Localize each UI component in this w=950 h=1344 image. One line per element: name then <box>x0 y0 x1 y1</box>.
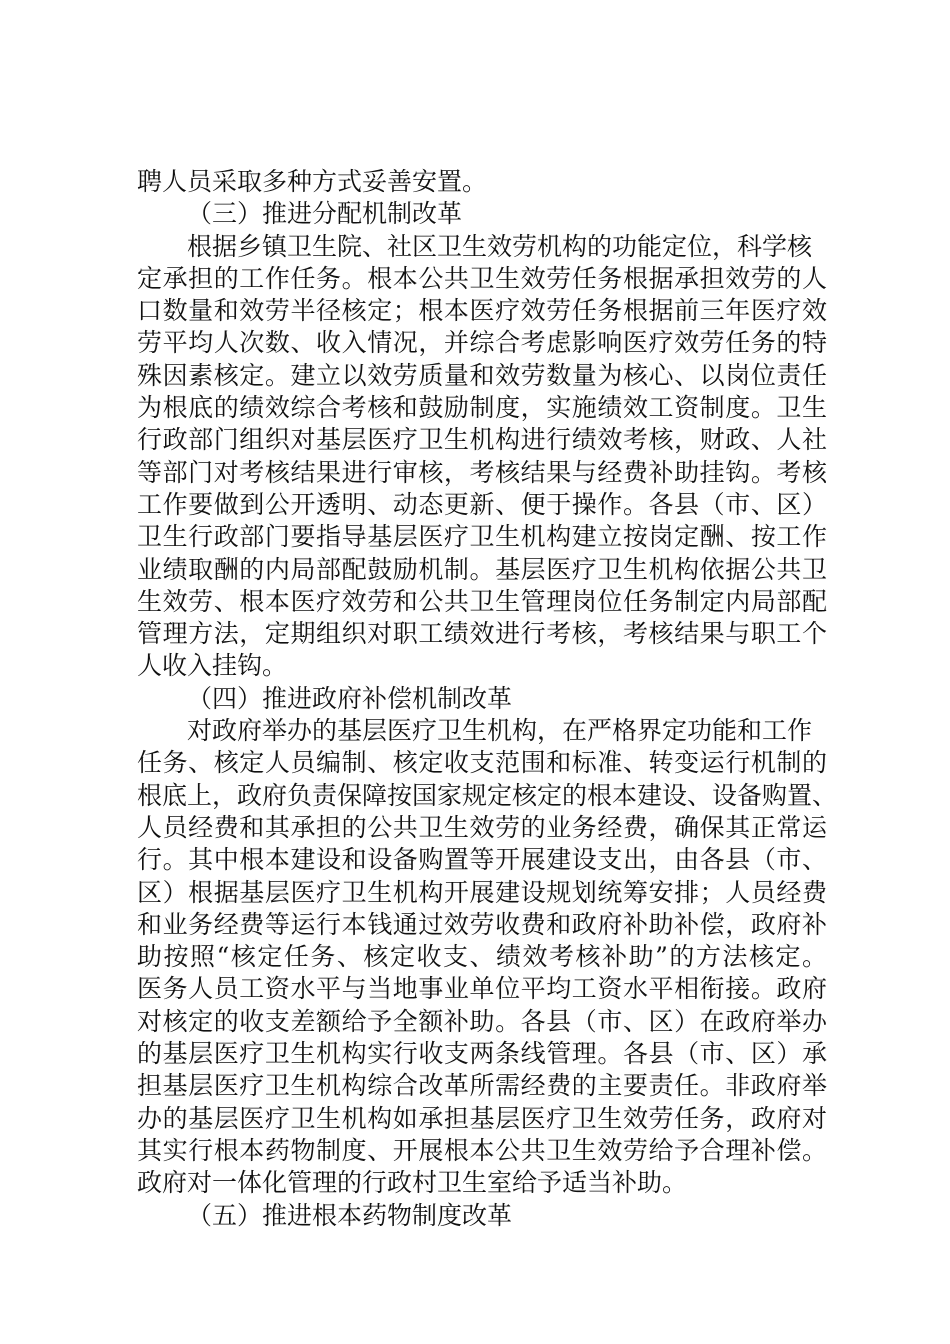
paragraph-line: 人员经费和其承担的公共卫生效劳的业务经费，确保其正常运 <box>137 812 827 842</box>
paragraph-line: 的基层医疗卫生机构实行收支两条线管理。各县（市、区）承 <box>137 1039 827 1069</box>
paragraph-distribution-reform <box>137 231 827 683</box>
paragraph-line: 其实行根本药物制度、开展根本公共卫生效劳给予合理补偿。 <box>137 1135 827 1165</box>
paragraph-line: 区）根据基层医疗卫生机构开展建设规划统筹安排；人员经费 <box>137 877 827 907</box>
paragraph-line: 人收入挂钩。 <box>137 651 288 681</box>
paragraph-line: 助按照“核定任务、核定收支、绩效考核补助”的方法核定。 <box>137 942 827 972</box>
paragraph-line: 任务、核定人员编制、核定收支范围和标准、转变运行机制的 <box>137 748 827 778</box>
paragraph-compensation-reform <box>137 715 838 1199</box>
paragraph-line: 对政府举办的基层医疗卫生机构，在严格界定功能和工作 <box>187 716 813 746</box>
paragraph-line: 和业务经费等运行本钱通过效劳收费和政府补助补偿，政府补 <box>137 909 827 939</box>
paragraph-line: 担基层医疗卫生机构综合改革所需经费的主要责任。非政府举 <box>137 1071 827 1101</box>
paragraph-line: 口数量和效劳半径核定；根本医疗效劳任务根据前三年医疗效 <box>137 296 827 326</box>
paragraph-line: 对核定的收支差额给予全额补助。各县（市、区）在政府举办 <box>137 1006 827 1036</box>
paragraph-line: 办的基层医疗卫生机构如承担基层医疗卫生效劳任务，政府对 <box>137 1103 827 1133</box>
paragraph-line: 定承担的工作任务。根本公共卫生效劳任务根据承担效劳的人 <box>137 263 827 293</box>
paragraph-line: 生效劳、根本医疗效劳和公共卫生管理岗位任务制定内局部配 <box>137 586 827 616</box>
paragraph-line: 行。其中根本建设和设备购置等开展建设支出，由各县（市、 <box>137 845 827 875</box>
section-heading-5: （五）推进根本药物制度改革 <box>187 1200 513 1230</box>
paragraph-line: 卫生行政部门要指导基层医疗卫生机构建立按岗定酬、按工作 <box>137 522 827 552</box>
paragraph-line: 医务人员工资水平与当地事业单位平均工资水平相衔接。政府 <box>137 974 827 1004</box>
paragraph-line: 殊因素核定。建立以效劳质量和效劳数量为核心、以岗位责任 <box>137 360 827 390</box>
paragraph-line: 政府对一体化管理的行政村卫生室给予适当补助。 <box>137 1168 688 1198</box>
paragraph-line: 业绩取酬的内局部配鼓励机制。基层医疗卫生机构依据公共卫 <box>137 554 827 584</box>
paragraph-line: 为根底的绩效综合考核和鼓励制度，实施绩效工资制度。卫生 <box>137 393 827 423</box>
paragraph-line: 劳平均人次数、收入情况，并综合考虑影响医疗效劳任务的特 <box>137 328 827 358</box>
section-heading-3: （三）推进分配机制改革 <box>187 199 463 229</box>
section-heading-4: （四）推进政府补偿机制改革 <box>187 683 513 713</box>
paragraph-line: 管理方法，定期组织对职工绩效进行考核，考核结果与职工个 <box>137 619 827 649</box>
paragraph-line: 根底上，政府负责保障按国家规定核定的根本建设、设备购置、 <box>137 780 838 810</box>
paragraph-line: 等部门对考核结果进行审核，考核结果与经费补助挂钩。考核 <box>137 457 827 487</box>
paragraph-line: 行政部门组织对基层医疗卫生机构进行绩效考核，财政、人社 <box>137 425 827 455</box>
paragraph-line: 根据乡镇卫生院、社区卫生效劳机构的功能定位，科学核 <box>187 231 813 261</box>
document-body <box>137 166 838 1232</box>
paragraph-line: 工作要做到公开透明、动态更新、便于操作。各县（市、区） <box>137 489 827 519</box>
paragraph-line: 聘人员采取多种方式妥善安置。 <box>137 167 488 196</box>
